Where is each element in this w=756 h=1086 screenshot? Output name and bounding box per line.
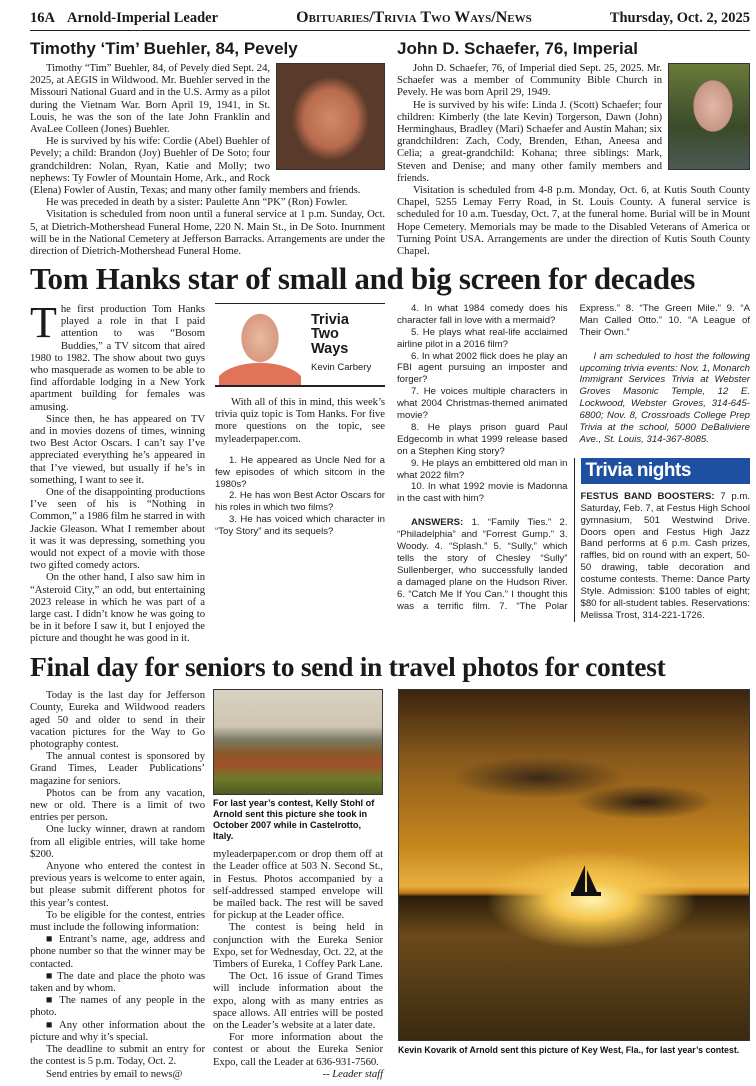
trivia-question: 8. He plays prison guard Paul Edgecomb in what 1999 release based on a Stephen King story? — [397, 421, 568, 457]
castelrotto-photo — [213, 689, 383, 795]
obit-paragraph: Visitation is scheduled from 4-8 p.m. Monday, Oct. 6, at Kutis South County Chapel, 5255 Lemay Ferry Road, in St. Louis County. A funeral service is scheduled for 10 a.m. Tuesday, Oct. 7, at the funeral home. Burial will be in Mount Hope Cemetery. Memorials may be made to the Disabled Veterans of America or Turning Point USA. Arrangements are under the direction of Kutis South County Chapel. — [397, 184, 750, 258]
sailboat-icon — [399, 690, 750, 1041]
trivia-question: 4. In what 1984 comedy does his character fall in love with a mermaid? — [397, 302, 568, 326]
contest-paragraph: The Oct. 16 issue of Grand Times will include information about the expo, along with as many entries as space allows. All entries will be posted on the Leader’s website at a later date. — [213, 970, 383, 1032]
drop-cap: T — [30, 297, 57, 347]
obit-paragraph: He is survived by his wife: Linda J. (Scott) Schaefer; four children: Kimberly (the late Kevin) Torgerson, Dawn (John) Herminghaus, Bradley (Mari) Schaefer and Austin Mahan; six grandchildren: Zach, Cody, Brenden, Ethan, Aneesa and Celia; a great-grandchild: Kohana; three siblings: Mark, Steven and Denise; and many other family members and friends. — [397, 98, 662, 184]
contest-photo-column — [398, 689, 750, 1056]
obit-paragraph: Timothy “Tim” Buehler, 84, of Pevely died Sept. 24, 2025, at AEGIS in Wildwood. Mr. Buehler served in the Missouri National Guard and in the U.S. Army as a pilot during the Vietnam War. Born April 19, 1941, in St. Louis, he was the son of the late John Franklin and AvaLee Colleen (Jones) Buehler. — [30, 62, 270, 136]
trivia-columns-3-4 — [397, 303, 750, 622]
byline: -- Leader staff — [322, 1067, 383, 1080]
contest-paragraph: For more information about the contest or about the Eureka Senior Expo, call the Leader at 636-931-7560. — [213, 1031, 383, 1068]
event-text: 7 p.m. Saturday, Feb. 7, at Festus High School gymnasium, 501 Westwind Drive. Doors open and Festus High Jazz Band performs at 6 p.m. Cash prizes, raffles, bid on round with an expert, 50-50 drawing, table decoration and costume contests. Theme: Dance Party Style. Admission: $100 tables of eight; $80 for all-student tables. Reservations: Melissa Trost, 314-221-1726. — [580, 490, 750, 621]
contest-paragraph: ■ Entrant’s name, age, address and phone number so that the winner may be contacted. — [30, 933, 205, 970]
obit-buehler — [30, 38, 385, 257]
contest-paragraph: ■ The names of any people in the photo. — [30, 994, 205, 1019]
columnist-photo — [219, 304, 301, 385]
trivia-question: 6. In what 2002 flick does he play an FBI agent pursuing an imposter and forger? — [397, 350, 568, 386]
columnist-name: Kevin Carbery — [311, 362, 372, 374]
contest-paragraph: To be eligible for the contest, entries must include the following information: — [30, 908, 205, 934]
contest-paragraph: ■ Any other information about the picture and why it’s special. — [30, 1018, 205, 1043]
contest-paragraph: myleaderpaper.com or drop them off at the Leader office at 503 N. Second St., in Festus. Photos accompanied by a self-addressed stamped envelope will be mailed back. The rest will be saved for pickup at the Leader office. — [213, 848, 383, 922]
contest-column-2-text — [213, 848, 383, 1080]
trivia-question: 7. He voices multiple characters in what 2004 Christmas-themed animated movie? — [397, 386, 568, 422]
answers-label: ANSWERS: — [411, 517, 464, 529]
trivia-column-1 — [30, 297, 205, 645]
trivia-nights-banner: Trivia nights — [581, 458, 751, 484]
paper-name: Arnold-Imperial Leader — [66, 10, 219, 26]
obit-paragraph: He is survived by his wife: Cordie (Abel) Buehler of Pevely; a child: Brandon (Joy) Buehler of De Soto; four grandchildren: Nolan, Ryan, Katie and Molly; two nephews: Ty Fowler of Mountain Home, Ark., and Rock (Elena) Fowler of Austin, Texas; and many other family members and friends. — [30, 135, 361, 197]
contest-paragraph: The deadline to submit an entry for the contest is 5 p.m. Today, Oct. 2. — [30, 1043, 205, 1068]
column-title-line: Trivia — [311, 311, 349, 328]
contest-paragraph: The contest is being held in conjunction with the Eureka Senior Expo, set for Wednesday, Oct. 22, at the Timbers of Eureka, 1 Coffey Park Lane. — [213, 921, 383, 971]
obit-headline: Timothy ‘Tim’ Buehler, 84, Pevely — [30, 39, 298, 58]
contest-paragraph: Anyone who entered the contest in previous years is welcome to enter again, but please submit different photos for this year’s contest. — [30, 860, 205, 909]
masthead — [30, 0, 750, 31]
column-title-line: Two — [311, 326, 339, 343]
trivia-question: 1. He appeared as Uncle Ned for a few episodes of which sitcom in the 1980s? — [215, 454, 385, 490]
trivia-column-2 — [215, 303, 385, 538]
trivia-paragraph: he first production Tom Hanks played a role in that I paid attention to was “Bosom Buddies,” a TV sitcom that aired 1980 to 1982. The show about two guys who masquerade as women to be able to find affordable lodging in a New York apartment building for females was amusing. — [30, 302, 205, 413]
photo-caption: Kevin Kovarik of Arnold sent this picture of Key West, Fla., for last year’s contest. — [398, 1045, 740, 1056]
obit-paragraph: Visitation is scheduled from noon until a funeral service at 1 p.m. Sunday, Oct. 5, at Dietrich-Mothershead Funeral Home, 220 N. Main St., in De Soto. Inurnment will be in the National Cemetery at Jefferson Barracks. Arrangements are under the direction of Dietrich-Mothershead Funeral Home. — [30, 208, 385, 258]
contest-row — [30, 689, 750, 1080]
obit-photo-schaefer — [668, 63, 750, 170]
contest-paragraph: One lucky winner, drawn at random from all eligible entries, will take home $200. — [30, 823, 205, 860]
contest-column-1 — [30, 689, 205, 1080]
obituaries-row — [30, 38, 750, 257]
obit-schaefer — [397, 38, 750, 257]
trivia-paragraph: Since then, he has appeared on TV and in movies dozens of times, winning two Best Actor Oscars. I can’t say I’ve appreciated everything he’s appeared in that I’ve viewed, but usually if he’s in something, I want to see it. — [30, 412, 205, 486]
contest-headline: Final day for seniors to send in travel photos for contest — [30, 650, 666, 682]
answers-text: 1. “Family Ties.” 2. “Philadelphia” and “Forrest Gump.” 3. Woody. 4. “Splash.” 5. “Sully,” which tells the story of Chesley “Sully” Sullenberger, who successfully landed a damaged plane on the Hudson River. 6. “Catch Me If You Can.” I thought this was a terrific film. 7. “The Polar Express.” 8. “The Green Mile.” 9. “A Man Called Otto.” 10. “A League of Their Own.” — [397, 302, 750, 612]
obit-body — [30, 62, 385, 257]
contest-column-2 — [213, 689, 383, 1080]
key-west-sunset-photo — [398, 689, 750, 1041]
trivia-question: 5. He plays what real-life acclaimed airline pilot in a 2016 film? — [397, 326, 568, 350]
trivia-paragraph: One of the disappointing productions I’ve seen of his is “Nothing in Common,” a 1986 film he starred in with Jackie Gleason. What I remember about it was it was depressing, something you would not expect of a movie with those two gifted comedy actors. — [30, 485, 205, 572]
column-logo — [215, 303, 385, 387]
events-note-text: I am scheduled to host the following upcoming trivia events: Nov. 1, Monarch Immigrant Services Trivia at Webster Groves Masonic Temple, 12 E. Lockwood, Webster Groves, 314-645-6800; Nov. 8, Crossroads College Prep Trivia at the school, 5000 DeBaliviere Ave., St. Louis, 314-367-8085. — [579, 350, 750, 445]
contest-paragraph: The annual contest is sponsored by Grand Times, Leader Publications’ magazine for seniors. — [30, 750, 205, 787]
obit-paragraph: He was preceded in death by a sister: Paulette Ann “PK” (Ron) Fowler. — [46, 196, 348, 209]
trivia-question: 2. He has won Best Actor Oscars for his roles in which two films? — [215, 490, 385, 514]
obit-body — [397, 62, 750, 257]
column-title — [311, 304, 371, 385]
contest-paragraph: Send entries by email to news@ — [46, 1067, 183, 1080]
issue-date: Thursday, Oct. 2, 2025 — [609, 10, 750, 26]
contest-paragraph: Photos can be from any vacation, new or old. There is a limit of two entries per person. — [30, 786, 205, 824]
obit-paragraph: John D. Schaefer, 76, of Imperial died Sept. 25, 2025. Mr. Schaefer was a member of Community Bible Church in Pevely. He was born April 29, 1949. — [397, 62, 662, 99]
page-number: 16A — [30, 10, 55, 26]
column-title-line: Ways — [311, 340, 349, 357]
section-title: Obituaries/Trivia Two Ways/News — [296, 9, 532, 26]
trivia-headline: Tom Hanks star of small and big screen for decades — [30, 261, 696, 297]
trivia-question: 3. He has voiced which character in “Toy Story” and its sequels? — [215, 514, 385, 538]
trivia-row — [30, 297, 750, 645]
trivia-questions-1 — [215, 455, 385, 538]
trivia-column-2-text — [215, 396, 385, 445]
trivia-nights-box — [574, 458, 751, 622]
contest-paragraph: ■ The date and place the photo was taken and by whom. — [30, 969, 205, 995]
obit-photo-buehler — [276, 63, 385, 170]
trivia-paragraph: On the other hand, I also saw him in “Asteroid City,” an odd, but entertaining 2023 release in which he was part of a large cast. I didn’t know he was going to be in it before I saw it, but I enjoyed the picture and thought he was good in it. — [30, 571, 205, 645]
obit-headline: John D. Schaefer, 76, Imperial — [397, 39, 638, 58]
contest-paragraph: Today is the last day for Jefferson County, Eureka and Wildwood readers aged 50 and older to send in their vacation pictures for the Way to Go photography contest. — [30, 689, 205, 751]
photo-caption: For last year’s contest, Kelly Stohl of Arnold sent this picture she took in October 2007 while in Castelrotto, Italy. — [213, 798, 375, 842]
event-label: FESTUS BAND BOOSTERS: — [580, 490, 715, 502]
trivia-paragraph: With all of this in mind, this week’s trivia quiz topic is Tom Hanks. For five more questions on the topic, see myleaderpaper.com. — [215, 395, 385, 445]
trivia-question: 9. He plays an embittered old man in what 2022 film? — [397, 457, 568, 481]
trivia-question: 10. In what 1992 movie is Madonna in the cast with him? — [397, 481, 568, 505]
